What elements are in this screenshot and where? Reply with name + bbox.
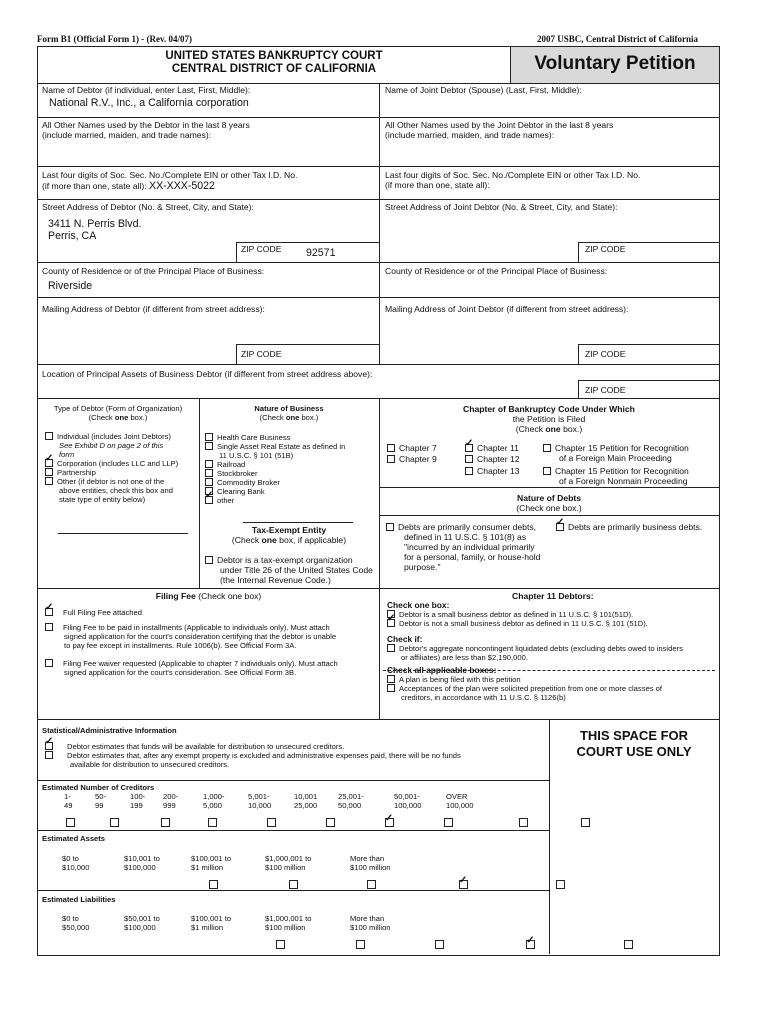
district-note: 2007 USBC, Central District of California (537, 34, 698, 44)
type-of-debtor-title: Type of Debtor (Form of Organization) (Check one box.) (53, 404, 183, 422)
stat-no-funds[interactable]: Debtor estimates that, after any exempt property is excluded and administrative expenses paid, there will be no funds (45, 751, 545, 760)
location-label: Location of Principal Assets of Business Debtor (if different from street address above): (42, 369, 373, 379)
creditors-c5: 5,001- 10,000 (248, 792, 272, 810)
creditors-checkbox-8[interactable] (444, 818, 453, 827)
checkbox[interactable] (543, 444, 551, 452)
checkbox[interactable] (387, 684, 395, 692)
court-line-1: UNITED STATES BANKRUPTCY COURT (165, 50, 383, 62)
checkbox[interactable] (205, 478, 213, 486)
liabilities-checkbox-2[interactable] (356, 940, 365, 949)
creditors-c6: 10,001 25,000 (294, 792, 318, 810)
court-line-2: CENTRAL DISTRICT OF CALIFORNIA (171, 63, 377, 75)
nature-business-title: Nature of Business (254, 404, 324, 413)
debtor-zip-value: 92571 (306, 247, 336, 259)
checkbox[interactable] (205, 556, 213, 564)
business-railroad[interactable]: Railroad (205, 460, 377, 469)
checkbox[interactable] (45, 659, 53, 667)
business-health-care[interactable]: Health Care Business (205, 433, 377, 442)
checkbox-checked[interactable] (387, 619, 395, 627)
ch11-aggregate-debts[interactable]: Debtor's aggregate noncontingent liquidated debts (excluding debts owed to insiders (387, 644, 717, 653)
checkbox[interactable] (45, 477, 53, 485)
liabilities-c0: $0 to $50,000 (62, 914, 90, 932)
tax-exempt-subtitle: (Check one box, if applicable) (231, 535, 347, 545)
joint-other-names-label: All Other Names used by the Joint Debtor in the last 8 years (include married, maiden, and trade names): (385, 120, 614, 140)
checkbox[interactable] (205, 433, 213, 441)
nature-business-subtitle: (Check one box.) (259, 413, 319, 422)
type-partnership[interactable]: Partnership (45, 468, 197, 477)
chapter-15-nonmain[interactable]: Chapter 15 Petition for Recognition of a Foreign Nonmain Proceeding (543, 466, 689, 486)
creditors-checkbox-7-checked[interactable] (385, 818, 394, 827)
ch11-not-small-business[interactable]: ✓Debtor is not a small business debtor as defined in 11 U.S.C. § 101 (51D). (387, 619, 717, 628)
liabilities-title: Estimated Liabilities (42, 895, 116, 904)
checkbox[interactable] (45, 432, 53, 440)
liabilities-checkbox-3[interactable] (435, 940, 444, 949)
assets-c2: $100,001 to $1 million (191, 854, 232, 872)
assets-c0: $0 to $10,000 (62, 854, 90, 872)
liabilities-checkbox-4-checked[interactable] (526, 940, 535, 949)
stat-funds-available[interactable]: ✓Debtor estimates that funds will be available for distribution to unsecured creditors. (45, 742, 545, 751)
creditors-checkbox-1[interactable] (66, 818, 75, 827)
debts-business[interactable]: ✓Debts are primarily business debts. (556, 522, 702, 532)
fee-waiver[interactable]: Filing Fee waiver requested (Applicable to chapter 7 individuals only). Must attach (45, 659, 375, 668)
business-clearing-bank[interactable]: Clearing Bank (205, 487, 377, 496)
type-of-debtor-options: Individual (includes Joint Debtors) See Exhibit D on page 2 of this form ✓Corporation (includes LLC and LLP) Partnership Other (if debtor is not one of the above entities, check this box and state type of entity below) (45, 432, 197, 504)
checkbox-checked[interactable] (45, 459, 53, 467)
chapter-title: Chapter of Bankruptcy Code Under Which the Petition is Filed (Check one box.) (463, 404, 635, 434)
checkbox[interactable] (45, 468, 53, 476)
assets-c3: $1,000,001 to $100 million (265, 854, 312, 872)
creditors-checkbox-9[interactable] (519, 818, 528, 827)
ch11-acceptances[interactable]: Acceptances of the plan were solicited prepetition from one or more classes of (387, 684, 717, 693)
checkbox-checked[interactable] (45, 608, 53, 616)
chapter-12[interactable]: Chapter 12 (465, 454, 520, 464)
assets-checkbox-4-checked[interactable] (459, 880, 468, 889)
business-commodity-broker[interactable]: Commodity Broker (205, 478, 377, 487)
ch11-small-business[interactable]: Debtor is a small business debtor as defined in 11 U.S.C. § 101(51D). (387, 610, 717, 619)
creditors-c0: 1- 49 (64, 792, 73, 810)
checkbox[interactable] (387, 675, 395, 683)
assets-checkbox-5[interactable] (556, 880, 565, 889)
debtor-street-value: 3411 N. Perris Blvd. Perris, CA (48, 218, 142, 242)
assets-title: Estimated Assets (42, 834, 106, 843)
chapter-15-main[interactable]: Chapter 15 Petition for Recognition of a Foreign Main Proceeding (543, 443, 689, 463)
checkbox[interactable] (205, 460, 213, 468)
assets-checkbox-1[interactable] (209, 880, 218, 889)
debtor-ssn-value: XX-XXX-5022 (149, 180, 215, 192)
debtor-ssn-label: Last four digits of Soc. Sec. No./Complete EIN or other Tax I.D. No. (if more than one, state all): XX-XXX-5022 (42, 170, 298, 192)
petition-title-box (510, 47, 719, 83)
debtor-county-value: Riverside (48, 280, 93, 292)
assets-c1: $10,001 to $100,000 (124, 854, 160, 872)
type-individual[interactable]: Individual (includes Joint Debtors) (45, 432, 197, 441)
creditors-c7: 25,001- 50,000 (338, 792, 364, 810)
debtor-mailing-zip-label: ZIP CODE (241, 349, 282, 359)
checkbox[interactable] (543, 467, 551, 475)
location-zip-label: ZIP CODE (585, 385, 626, 395)
debtor-zip-label: ZIP CODE (241, 244, 282, 254)
court-use-only: THIS SPACE FOR COURT USE ONLY (576, 728, 692, 759)
joint-mailing-label: Mailing Address of Joint Debtor (if different from street address): (385, 304, 629, 314)
debtor-name-value: National R.V., Inc., a California corporation (49, 97, 249, 109)
assets-checkbox-2[interactable] (289, 880, 298, 889)
chapter-7[interactable]: Chapter 7 (387, 443, 437, 453)
petition-title: Voluntary Petition (534, 53, 696, 74)
creditors-c4: 1,000- 5,000 (203, 792, 225, 810)
statistical-title: Statistical/Administrative Information (42, 726, 177, 735)
business-single-asset[interactable]: Single Asset Real Estate as defined in (205, 442, 377, 451)
creditors-c3: 200- 999 (163, 792, 179, 810)
checkbox[interactable] (386, 523, 394, 531)
debts-consumer[interactable]: Debts are primarily consumer debts, defined in 11 U.S.C. § 101(8) as "incurred by an individual primarily for a personal, family, or house-hold purpose." (386, 522, 546, 572)
liabilities-c4: More than $100 million (350, 914, 391, 932)
creditors-c1: 50- 99 (95, 792, 106, 810)
liabilities-checkbox-1[interactable] (276, 940, 285, 949)
debtor-county-label: County of Residence or of the Principal Place of Business: (42, 266, 265, 276)
joint-ssn-label: Last four digits of Soc. Sec. No./Complete EIN or other Tax I.D. No. (if more than one, state all): (385, 170, 641, 190)
fee-installments[interactable]: Filing Fee to be paid in installments (Applicable to individuals only). Must attach (45, 623, 375, 632)
ch11-plan-filed[interactable]: A plan is being filed with this petition (387, 675, 717, 684)
checkbox[interactable] (387, 644, 395, 652)
business-other[interactable]: ✓other (205, 496, 377, 505)
court-title (38, 50, 510, 76)
liabilities-c2: $100,001 to $1 million (191, 914, 232, 932)
debtor-mailing-label: Mailing Address of Debtor (if different from street address): (42, 304, 265, 314)
checkbox[interactable] (465, 467, 473, 475)
checkbox-checked[interactable] (465, 444, 473, 452)
creditors-checkbox-4[interactable] (208, 818, 217, 827)
filing-fee-title: Filing Fee (Check one box) (155, 591, 262, 601)
creditors-c8: 50,001- 100,000 (394, 792, 422, 810)
checkbox-checked[interactable] (45, 742, 53, 750)
joint-county-label: County of Residence or of the Principal Place of Business: (385, 266, 608, 276)
checkbox[interactable] (387, 444, 395, 452)
creditors-checkbox-3[interactable] (161, 818, 170, 827)
creditors-checkbox-10[interactable] (581, 818, 590, 827)
chapter-9[interactable]: Chapter 9 (387, 454, 437, 464)
creditors-checkbox-2[interactable] (110, 818, 119, 827)
nature-debts-title: Nature of Debts (Check one box.) (516, 493, 582, 513)
filing-fee-options: ✓Full Filing Fee attached Filing Fee to be paid in installments (Applicable to individuals only). Must attach signed application for the court's consideration certifying that the debtor is unable to pay fee except in installments. Rule 1006(b). See Official Form 3A. Filing Fee waiver requested (Applicable to chapter 7 individuals only). Must attach signed application for the court's consideration. See Official Form 3B. (45, 608, 375, 677)
creditors-c9: OVER 100,000 (446, 792, 474, 810)
type-corporation[interactable]: ✓Corporation (includes LLC and LLP) (45, 459, 197, 468)
assets-c4: More than $100 million (350, 854, 391, 872)
debtor-other-names-label: All Other Names used by the Debtor in the last 8 years (include married, maiden, and trade names): (42, 120, 250, 140)
tax-exempt-title: Tax-Exempt Entity (251, 525, 327, 535)
creditors-checkbox-6[interactable] (326, 818, 335, 827)
chapter-13[interactable]: Chapter 13 (465, 466, 520, 476)
checkbox[interactable] (45, 623, 53, 631)
liabilities-c1: $50,001 to $100,000 (124, 914, 160, 932)
form-id: Form B1 (Official Form 1) - (Rev. 04/07) (37, 34, 192, 44)
assets-checkbox-3[interactable] (367, 880, 376, 889)
liabilities-c3: $1,000,001 to $100 million (265, 914, 312, 932)
checkbox[interactable] (45, 751, 53, 759)
debtor-name-label: Name of Debtor (if individual, enter Last, First, Middle): (42, 85, 251, 95)
creditors-checkbox-5[interactable] (267, 818, 276, 827)
debtor-street-label: Street Address of Debtor (No. & Street, City, and State): (42, 202, 254, 212)
checkbox[interactable] (465, 455, 473, 463)
joint-zip-label: ZIP CODE (585, 244, 626, 254)
checkbox[interactable] (205, 442, 213, 450)
joint-street-label: Street Address of Joint Debtor (No. & Street, City, and State): (385, 202, 618, 212)
creditors-title: Estimated Number of Creditors (42, 783, 155, 792)
liabilities-checkbox-5[interactable] (624, 940, 633, 949)
creditors-c2: 100- 199 (130, 792, 146, 810)
nature-business-options: Health Care Business Single Asset Real Estate as defined in 11 U.S.C. § 101 (51B) Railroad Stockbroker Commodity Broker Clearing Bank ✓other (205, 433, 377, 505)
checkbox[interactable] (387, 455, 395, 463)
joint-mailing-zip-label: ZIP CODE (585, 349, 626, 359)
checkbox-checked[interactable] (556, 523, 564, 531)
fee-full[interactable]: ✓Full Filing Fee attached (45, 608, 375, 617)
checkbox[interactable] (205, 469, 213, 477)
business-stockbroker[interactable]: Stockbroker (205, 469, 377, 478)
ch11-title: Chapter 11 Debtors: (512, 591, 594, 601)
statistical-options: ✓Debtor estimates that funds will be available for distribution to unsecured creditors. Debtor estimates that, after any exempt property is excluded and administrative expenses paid, there will be no funds available for distribution to unsecured creditors. (45, 742, 545, 769)
tax-exempt-option[interactable]: Debtor is a tax-exempt organization under Title 26 of the United States Code (the Internal Revenue Code.) (205, 555, 379, 585)
ch11-options: Check one box: Debtor is a small business debtor as defined in 11 U.S.C. § 101(51D). ✓Debtor is not a small business debtor as defined in 11 U.S.C. § 101 (51D). Check if: Debtor's aggregate noncontingent liquidated debts (excluding debts owed to insiders or affiliates) are less than $2,190,000. Check all applicable boxes: A plan is being filed with this petition Acceptances of the plan were solicited prepetition from one or more classes of creditors, in accordance with 11 U.S.C. § 1126(b) (387, 601, 717, 702)
chapter-11[interactable]: ✓Chapter 11 (465, 443, 519, 453)
checkbox-checked[interactable] (205, 496, 213, 504)
joint-name-label: Name of Joint Debtor (Spouse) (Last, First, Middle): (385, 85, 582, 95)
type-other[interactable]: Other (if debtor is not one of the (45, 477, 197, 486)
